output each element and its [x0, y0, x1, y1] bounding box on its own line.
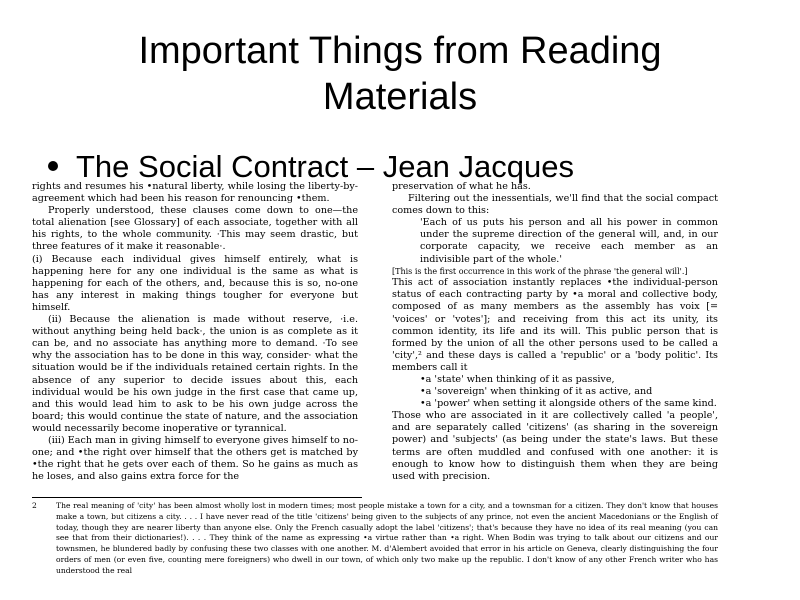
bullet-text: The Social Contract – Jean Jacques: [76, 149, 574, 184]
block-quote: 'Each of us puts his person and all his power in common under the supreme direction of the general will, and, in our corporate capacity, we receive each member as an indivisible part of the whole.': [420, 217, 718, 265]
right-paragraph: Filtering out the inessentials, we'll find that the social compact comes down to this:: [392, 193, 718, 217]
title-line-2: Materials: [322, 76, 478, 118]
excerpt-right-column: [392, 181, 718, 483]
left-paragraph: (iii) Each man in giving himself to everyone gives himself to no-one; and •the right over himself that the others get is matched by •the right that he gets over each of them. So he gains as much as he loses, and also gains extra force for the: [32, 434, 359, 483]
left-paragraph: (i) Because each individual gives himself entirely, what is happening here for any one individual is the same as what is happening for each of the others, and, because this is so, no-one has any interest in making things tougher for everyone but himself.: [32, 253, 358, 313]
slide-title: [60, 28, 740, 120]
left-paragraph: rights and resumes his •natural liberty, while losing the liberty-by-agreement which had been his reason for renouncing •them.: [32, 181, 358, 205]
right-paragraph: preservation of what he has.: [392, 181, 531, 192]
list-item: •a 'state' when thinking of it as passive,: [420, 374, 615, 385]
left-paragraph: (ii) Because the alienation is made without reserve, ·i.e. without anything being held back·, the union is as complete as it can be, and no associate has anything more to demand. ·To see why the association has to be done in this way, consider· what the situation would be if the individuals retained certain rights. In the absence of any superior to decide issues about this, each individual would be his own judge in the first case that came up, and this would lead him to ask to be his own judge across the board; this would continue the state of nature, and the association would necessarily become inoperative or tyrannical.: [32, 314, 358, 434]
footnote-text: The real meaning of 'city' has been almost wholly lost in modern times; most people mistake a town for a city, and a townsman for a citizen. They don't know that houses make a town, but citizens a city. . . . I have never read of the title 'citizens' being given to the subjects of any prince, not even the ancient Macedonians or the English of today, though they are nearer liberty than anyone else. Only the French casually adopt the label 'citizens'; that's because they have no idea of its real meaning (you can see that from their dictionaries!). . . . They think of the name as expressing •a virtue rather than •a right. When Bodin was trying to talk about our citizens and our townsmen, he blundered badly by confusing these two classes with one another. M. d'Alembert avoided that error in his article on Geneva, clearly distinguishing the four orders of men (or even five, counting mere foreigners) who dwell in our town, of which only two make up the republic. I don't know of any other French writer who has understood the real: [56, 501, 718, 575]
title-line-1: Important Things from Reading: [138, 30, 662, 72]
list-item: •a 'power' when setting it alongside others of the same kind.: [420, 398, 717, 410]
editor-note: [This is the first occurrence in this work of the phrase 'the general will'.]: [392, 266, 688, 276]
right-paragraph: This act of association instantly replaces •the individual-person status of each contracting party by •a moral and collective body, composed of as many members as the assembly has voix [= 'voices' or 'votes']; and receiving from this act its unity, its common identity, its life and its will. This public person that is formed by the union of all the other persons used to be called a 'city',² and these days is called a 'republic' or a 'body politic'. Its members call it: [392, 277, 718, 373]
footnote-divider: [32, 497, 362, 498]
scanned-excerpt: [28, 181, 724, 599]
list-item: •a 'sovereign' when thinking of it as active, and: [420, 386, 653, 398]
right-paragraph: Those who are associated in it are collectively called 'a people', and are separately called 'citizens' (as sharing in the sovereign power) and 'subjects' (as being under the state's laws. But these terms are often muddled and confused with one another: it is enough to know how to distinguish them when they are being used with precision.: [392, 410, 718, 482]
left-paragraph: Properly understood, these clauses come down to one—the total alienation [see Glossary] of each associate, together with all his rights, to the whole community. ·This may seem drastic, but three features of it make it reasonable·.: [32, 205, 358, 253]
bullet-dot-icon: [48, 161, 58, 171]
excerpt-left-column: [32, 181, 358, 483]
footnote-number: 2: [32, 501, 37, 510]
footnote: [32, 501, 720, 577]
